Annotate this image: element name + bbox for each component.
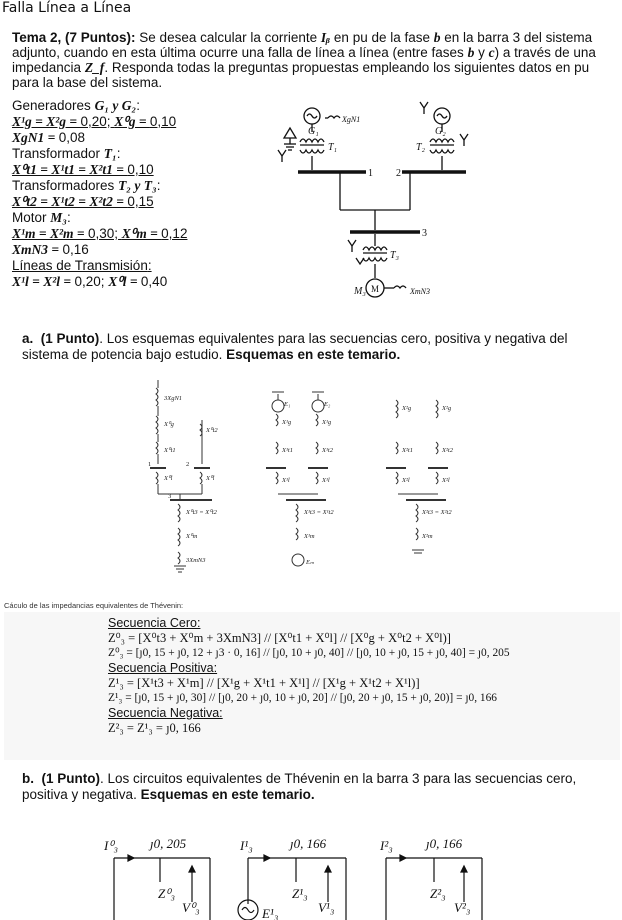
gen-eq: X¹g = X²g = <box>12 114 81 129</box>
c1-impedance: Z¹₃ <box>292 886 308 901</box>
neg-xl: X²l <box>442 477 450 484</box>
var-zf: Z_f <box>84 60 105 75</box>
source-e2-icon <box>312 400 324 412</box>
motor-var: M₃ <box>50 210 67 225</box>
c2-current: I²₃ <box>380 838 393 853</box>
thevenin-caption: Cáculo de las impedancias equivalentes de Thévenin: <box>4 601 184 610</box>
pos-seq-result: Z¹₃ = [ȷ0, 15 + ȷ0, 30] // [ȷ0, 20 + ȷ0, 10 + ȷ0, 20] // [ȷ0, 20 + ȷ0, 15 + ȷ0, 20)] = ȷ0, 166 <box>108 692 497 704</box>
t23-eq: X⁰t2 = X¹t2 = X²t2 = <box>12 194 128 209</box>
t1-val: 0,10 <box>127 162 154 177</box>
t1-var: T₁ <box>103 146 117 161</box>
statement-text: Se desea calcular la corriente <box>139 30 318 45</box>
var-b: b <box>467 45 475 60</box>
neg-seq-title: Secuencia Negativa: <box>108 706 223 720</box>
question-b-text: . Los circuitos equivalentes de Thévenin en la barra 3 para las secuencias cero, positiva y negativa. <box>22 771 577 802</box>
source-em-icon <box>292 554 304 566</box>
statement-text: . Responda todas la preguntas propuestas empleando <box>104 60 430 75</box>
neg-xt2: X²t2 <box>442 447 453 454</box>
neg-xl: X²l <box>402 477 410 484</box>
question-b-bold: Esquemas en este temario. <box>140 787 315 802</box>
neg-xg: X²g <box>442 405 452 412</box>
c0-impedance: Z⁰₃ <box>158 886 175 901</box>
lines-label: Líneas de Transmisión <box>12 258 148 273</box>
label-g1: G₁ <box>308 126 319 137</box>
lines-eq: X⁰l = <box>108 274 141 289</box>
label-bus-1: 1 <box>368 168 373 179</box>
lines-eq-row <box>12 274 187 290</box>
motor-label: Motor <box>12 210 47 225</box>
t1-eq: X⁰t1 = X¹t1 = X²t1 = <box>12 162 128 177</box>
question-a-prefix: a. <box>22 331 34 346</box>
statement-text: en la barra 3 del <box>444 30 542 45</box>
label-t1: T₁ <box>328 142 338 153</box>
statement-text: ) a través de una impedancia <box>12 45 596 75</box>
c1-value: ȷ0, 166 <box>290 836 327 851</box>
pos-xt2: X¹t2 <box>322 447 333 454</box>
motor-val: 0,12 <box>161 226 188 241</box>
seq-bus-1: 1 <box>148 461 152 468</box>
pos-xg: X¹g <box>282 419 292 426</box>
motor-eq: XmN3 = <box>12 242 63 257</box>
question-a <box>22 331 582 363</box>
label-t3: T₃ <box>390 250 400 261</box>
pos-seq-title: Secuencia Positiva: <box>108 661 218 675</box>
pos-xl: X¹l <box>282 477 290 484</box>
problem-heading: Tema 2, (7 Puntos): <box>12 30 136 45</box>
gen-val: 0,20; <box>80 114 111 129</box>
question-b <box>22 771 582 803</box>
gen-eq-row <box>12 114 187 130</box>
zero-xl: X⁰l <box>164 475 173 482</box>
seq-bus-2: 2 <box>186 461 190 468</box>
zero-xt3: X⁰t3 = X⁰t2 <box>186 509 217 516</box>
sequence-networks-diagram <box>140 380 470 576</box>
motor-val: 0,30; <box>88 226 119 241</box>
motor-header: Motor M₃: <box>12 210 71 225</box>
label-t2: T₂ <box>416 142 426 153</box>
pos-xm: X¹m <box>304 533 315 540</box>
zero-seq-result: Z⁰₃ = [ȷ0, 15 + ȷ0, 12 + ȷ3 · 0, 16] // [ȷ0, 10 + ȷ0, 40] // [ȷ0, 10 + ȷ0, 15 + ȷ0, 40] = ȷ0, 205 <box>108 647 510 659</box>
lines-val: 0,20; <box>74 274 105 289</box>
question-b-prefix: b. <box>22 771 34 786</box>
neg-xg: X²g <box>402 405 412 412</box>
var-c: c <box>488 45 495 60</box>
zero-xl: X⁰l <box>206 475 215 482</box>
gen-label: Generadores <box>12 98 91 113</box>
motor-val: 0,16 <box>62 242 89 257</box>
t23-header: Transformadores T₂ y T₃: <box>12 178 161 193</box>
label-m: M <box>371 284 380 294</box>
neg-xm: X²m <box>422 533 433 540</box>
motor-eq-row2 <box>12 242 187 258</box>
var-b: b <box>433 30 441 45</box>
gen-vars: G₁ y G₂ <box>94 98 137 113</box>
label-bus-2: 2 <box>396 168 401 179</box>
zero-seq-title: Secuencia Cero: <box>108 616 201 630</box>
gen-val: 0,10 <box>149 114 177 129</box>
lines-eq: X¹l = X²l = <box>12 274 75 289</box>
question-a-text: . Los esquemas equivalentes para las secuencias cero, positiva y negativa del sistema de potencia bajo estudio. <box>22 331 568 362</box>
gen-eq: X⁰g = <box>114 114 150 129</box>
t23-eq-row <box>12 194 187 210</box>
gen-eq-row2 <box>12 130 187 146</box>
seq-bus-3: 3 <box>168 493 172 500</box>
c2-voltage: V²₃ <box>454 900 471 915</box>
zero-3xgn1: 3XgN1 <box>164 395 183 402</box>
gen-header: Generadores G₁ y G₂: <box>12 98 140 113</box>
c2-impedance: Z²₃ <box>430 886 446 901</box>
pos-em: Eₘ <box>306 559 315 566</box>
statement-text: en pu de la fase <box>333 30 430 45</box>
c0-value: ȷ0, 205 <box>150 836 187 851</box>
source-e1-icon <box>272 400 284 412</box>
label-bus-3: 3 <box>422 228 427 239</box>
label-xmn3: XmN3 <box>410 287 430 296</box>
neg-seq-result: Z²₃ = Z¹₃ = ȷ0, 166 <box>108 721 201 735</box>
pos-xt3: X¹t3 = X¹t2 <box>304 509 334 516</box>
c1-source: E¹₃ <box>262 906 279 920</box>
statement-text: sistema adjunto, cuando en esta última ocurre una falla de línea a línea (entre fases <box>12 30 593 60</box>
zero-xm: X⁰m <box>186 533 198 540</box>
motor-eq: X¹m = X²m = <box>12 226 88 241</box>
t1-eq-row <box>12 162 187 178</box>
pos-e2: E₂ <box>324 401 331 408</box>
neg-xt3: X²t3 = X²t2 <box>422 509 452 516</box>
zero-3xmn3: 3XmN3 <box>186 557 206 564</box>
gen-eq: XgN1 = <box>12 130 59 145</box>
c0-current: I⁰₃ <box>104 838 119 853</box>
question-b-points: (1 Punto) <box>41 771 101 786</box>
c0-voltage: V⁰₃ <box>182 900 200 915</box>
label-xgn1: XgN1 <box>342 115 361 124</box>
statement-text: y <box>478 45 485 60</box>
neg-xt1: X²t1 <box>402 447 413 454</box>
question-a-bold: Esquemas en este temario. <box>226 347 401 362</box>
t1-header: Transformador T₁: <box>12 146 121 161</box>
problem-statement <box>12 30 612 90</box>
thevenin-calculation <box>108 616 510 736</box>
gen-val: 0,08 <box>58 130 85 145</box>
t23-val: 0,15 <box>127 194 154 209</box>
statement-text: los siguientes datos en pu para la base del sistema. <box>12 60 590 90</box>
document-header: Falla Línea a Línea <box>2 0 132 16</box>
motor-eq: X⁰m = <box>121 226 162 241</box>
var-ib: Iᵦ <box>320 30 331 45</box>
zero-xt1: X⁰t1 <box>164 447 176 454</box>
pos-seq-formula: Z¹₃ = [X¹t3 + X¹m] // [X¹g + X¹t1 + X¹l] // [X¹g + X¹t2 + X¹l)] <box>108 676 420 690</box>
zero-xg: X⁰g <box>164 421 174 428</box>
c1-voltage: V¹₃ <box>318 900 335 915</box>
system-one-line-diagram <box>270 98 470 306</box>
label-g2: G₂ <box>435 126 446 137</box>
lines-val: 0,40 <box>140 274 168 289</box>
data-list <box>12 98 187 290</box>
pos-xl: X¹l <box>322 477 330 484</box>
c1-current: I¹₃ <box>240 838 253 853</box>
lines-header: Líneas de Transmisión: <box>12 258 152 273</box>
t23-label: Transformadores <box>12 178 115 193</box>
question-a-points: (1 Punto) <box>40 331 100 346</box>
pos-xt1: X¹t1 <box>282 447 293 454</box>
motor-eq-row <box>12 226 187 242</box>
thevenin-circuits-diagram <box>100 832 520 920</box>
zero-seq-formula: Z⁰₃ = [X⁰t3 + X⁰m + 3XmN3] // [X⁰t1 + X⁰l] // [X⁰g + X⁰t2 + X⁰l)] <box>108 631 451 645</box>
pos-e1: E₁ <box>284 401 291 408</box>
c2-value: ȷ0, 166 <box>426 836 463 851</box>
t23-vars: T₂ y T₃ <box>118 178 157 193</box>
pos-xg: X¹g <box>322 419 332 426</box>
zero-xt2: X⁰t2 <box>206 427 218 434</box>
t1-label: Transformador <box>12 146 101 161</box>
label-m3: M₃ <box>354 286 366 297</box>
